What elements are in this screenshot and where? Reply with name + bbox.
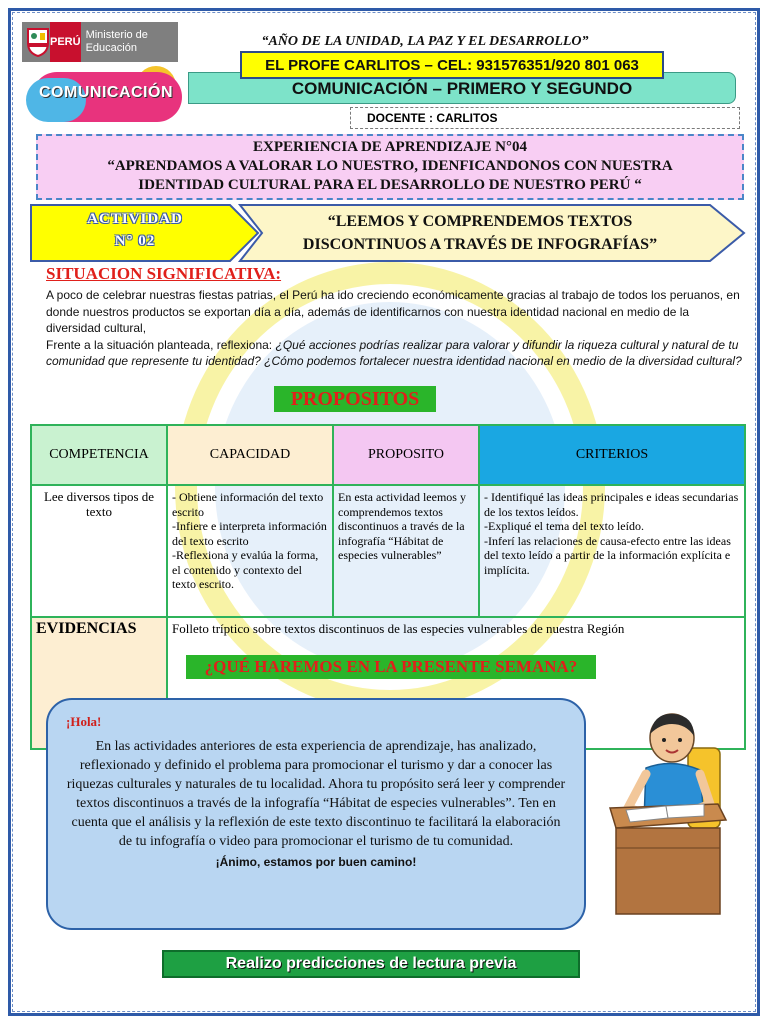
subject-banner: COMUNICACIÓN – PRIMERO Y SEGUNDO [188, 72, 736, 104]
table-row [31, 485, 745, 617]
peru-label: PERÚ [50, 22, 81, 62]
situation-question: ¿Qué acciones podrías realizar para valorar y difundir la riqueza cultural y natural de tu comunidad que represente tu identidad? ¿Cómo podemos fortalecer nuestra identidad nacional en medio de la diversidad cultural? [46, 337, 742, 368]
experience-number: EXPERIENCIA DE APRENDIZAJE N°04 [253, 139, 527, 155]
situation-text [46, 287, 746, 370]
cell-proposito: En esta actividad leemos y comprendemos textos discontinuos a través de la infografía “Hábitat de especies vulnerables” [333, 485, 479, 617]
evidence-label: EVIDENCIAS [31, 617, 167, 749]
capacidad-item: -Infiere e interpreta información del texto escrito [172, 519, 327, 548]
peru-banner [22, 22, 178, 62]
ministry-logo [22, 22, 178, 130]
header-competencia: COMPETENCIA [31, 425, 167, 485]
situation-lead: Frente a la situación planteada, reflexiona: [46, 337, 276, 352]
activity-word: ACTIVIDAD [87, 211, 183, 227]
criterio-item: -Inferí las relaciones de causa-efecto entre las ideas del texto leído a partir de la información explícita e implícita. [484, 533, 731, 577]
student-reading-illustration [606, 708, 728, 918]
header-proposito: PROPOSITO [333, 425, 479, 485]
cell-competencia: Lee diversos tipos de texto [31, 485, 167, 617]
capacidad-item: - Obtiene información del texto escrito [172, 490, 324, 519]
purposes-title: PROPOSITOS [274, 386, 436, 412]
activity-title-line2: DISCONTINUOS A TRAVÉS DE INFOGRAFÍAS” [302, 236, 658, 253]
situation-title: SITUACION SIGNIFICATIVA: [46, 264, 282, 283]
activity-label [30, 208, 240, 252]
experience-title-line1: “APRENDAMOS A VALORAR LO NUESTRO, IDENFICANDONOS CON NUESTRA [107, 158, 673, 174]
cell-criterios [479, 485, 745, 617]
hola-message-box [46, 698, 586, 930]
comunicacion-label: COMUNICACIÓN [39, 84, 173, 101]
ministry-label: Ministerio de Educación [85, 29, 148, 54]
comunicacion-logo [26, 66, 178, 130]
activity-title [250, 210, 710, 256]
activity-title-line1: “LEEMOS Y COMPRENDEMOS TEXTOS [327, 213, 633, 230]
experience-title-line2: IDENTIDAD CULTURAL PARA EL DESARROLLO DE NUESTRO PERÚ “ [138, 177, 642, 193]
situation-paragraph-1: A poco de celebrar nuestras fiestas patrias, el Perú ha ido creciendo económicamente gracias al trabajo de todos los peruanos, en donde nuestros productos se exportan día a día, además de identificarnos con nuestra identidad nacional en medio de la diversidad cultural, [46, 288, 740, 335]
hola-body: En las actividades anteriores de esta experiencia de aprendizaje, has analizado, reflexionado y definido el problema para promocionar el turismo y dar a conocer las riquezas culturales y naturales de tu localidad. Ahora tu propósito será leer y comprender textos discontinuos a través de la infografía “Hábitat de especies vulnerables”. Ten en cuenta que el análisis y la reflexión de este texto discontinuo te facilitará la elaboración de tu infografía o video para promocionar el turismo de tu comunidad. [66, 739, 566, 849]
capacidad-item: -Reflexiona y evalúa la forma, el contenido y contexto del texto escrito. [172, 548, 319, 591]
criterio-item: -Expliqué el tema del texto leído. [484, 519, 644, 533]
cell-capacidad [167, 485, 333, 617]
header-capacidad: CAPACIDAD [167, 425, 333, 485]
shield-icon [26, 24, 50, 60]
hola-closing: ¡Ánimo, estamos por buen camino! [215, 855, 417, 869]
predictions-button[interactable]: Realizo predicciones de lectura previa [162, 950, 580, 978]
hola-greeting: ¡Hola! [66, 714, 102, 729]
header-criterios: CRITERIOS [479, 425, 745, 485]
table-header-row [31, 425, 745, 485]
activity-number: N° 02 [114, 233, 156, 249]
week-title: ¿QUÉ HAREMOS EN LA PRESENTE SEMANA? [186, 655, 596, 679]
docente-label: DOCENTE : CARLITOS [350, 107, 740, 129]
criterio-item: - Identifiqué las ideas principales e ideas secundarias de los textos leídos. [484, 490, 739, 519]
situation-paragraph-2 [46, 337, 746, 370]
profe-contact: EL PROFE CARLITOS – CEL: 931576351/920 801 063 [240, 51, 664, 79]
experience-banner [36, 134, 744, 200]
evidence-text: Folleto tríptico sobre textos discontinuos de las especies vulnerables de nuestra Región [167, 617, 745, 749]
year-motto: “AÑO DE LA UNIDAD, LA PAZ Y EL DESARROLLO” [261, 34, 589, 49]
